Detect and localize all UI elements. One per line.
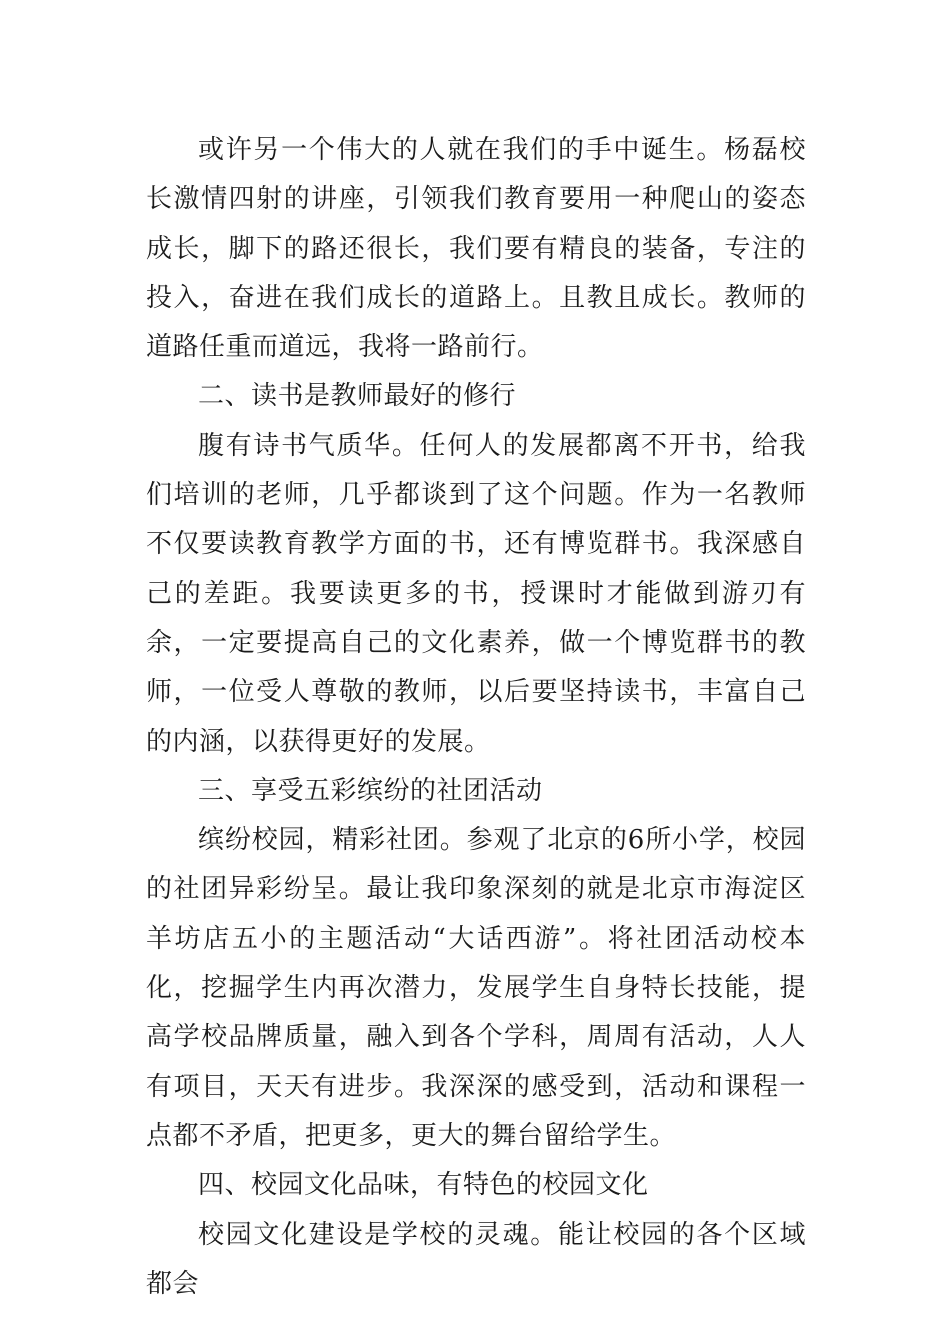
section-heading-campus-culture: 四、校园文化品味，有特色的校园文化 — [198, 1170, 649, 1201]
section-heading-reading: 二、读书是教师最好的修行 — [198, 381, 517, 412]
paragraph-growth: 或许另一个伟大的人就在我们的手中诞生。杨磊校长激情四射的讲座，引领我们教育要用一种爬山的姿态成长，脚下的路还很长，我们要有精良的装备，专注的投入，奋进在我们成长的道路上。且教且成长。教师的道路任重而道远，我将一路前行。 — [146, 135, 806, 363]
section-heading-clubs: 三、享受五彩缤纷的社团活动 — [198, 775, 543, 806]
document-body — [146, 126, 806, 1309]
paragraph-clubs: 缤纷校园，精彩社团。参观了北京的6所小学，校园的社团异彩纷呈。最让我印象深刻的就是北京市海淀区羊坊店五小的主题活动“大话西游”。将社团活动校本化，挖掘学生内再次潜力，发展学生自身特长技能，提高学校品牌质量，融入到各个学科，周周有活动，人人有项目，天天有进步。我深深的感受到，活动和课程一点都不矛盾，把更多，更大的舞台留给学生。 — [146, 825, 806, 1151]
paragraph-reading: 腹有诗书气质华。任何人的发展都离不开书，给我们培训的老师，几乎都谈到了这个问题。作为一名教师不仅要读教育教学方面的书，还有博览群书。我深感自己的差距。我要读更多的书，授课时才能做到游刃有余，一定要提高自己的文化素养，做一个博览群书的教师，一位受人尊敬的教师，以后要坚持读书，丰富自己的内涵，以获得更好的发展。 — [146, 430, 806, 757]
paragraph-campus-culture: 校园文化建设是学校的灵魂。能让校园的各个区域都会 — [146, 1219, 806, 1299]
